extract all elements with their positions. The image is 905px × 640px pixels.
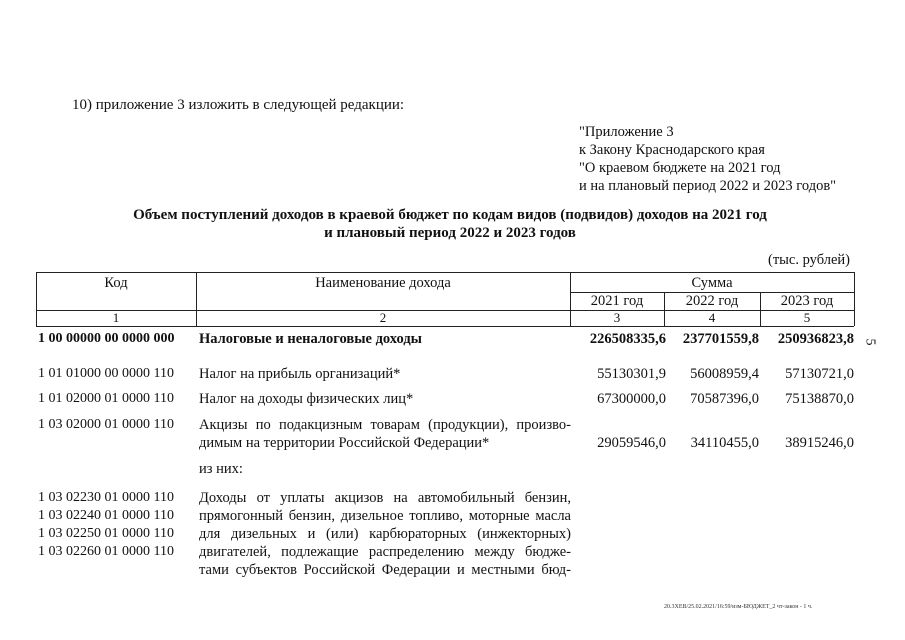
header-year-2022: 2022 год: [685, 293, 739, 309]
row-code: 1 03 02230 01 0000 110: [38, 490, 174, 505]
row-value-2021: 55130301,9: [597, 366, 666, 382]
table-number-row-bottom: [36, 326, 854, 327]
header-name: Наименование дохода: [315, 275, 451, 291]
header-year-2021: 2021 год: [590, 293, 644, 309]
row-code: 1 03 02250 01 0000 110: [38, 526, 174, 541]
row-value-2023: 57130721,0: [785, 366, 854, 382]
row-code: 1 00 00000 00 0000 000: [38, 331, 175, 346]
row-value-2021: 29059546,0: [597, 435, 666, 451]
document-title-line-2: и плановый период 2022 и 2023 годов: [324, 225, 576, 241]
row-value-2022: 56008959,4: [690, 366, 759, 382]
row-code: 1 03 02260 01 0000 110: [38, 544, 174, 559]
page-number: 5: [862, 338, 878, 346]
row-name-line: тами субъектов Российской Федерации и местными бюд-: [199, 562, 571, 578]
row-name-line: димым на территории Российской Федерации*: [199, 435, 490, 451]
document-title-line-1: Объем поступлений доходов в краевой бюджет по кодам видов (подвидов) доходов на 2021 год: [133, 207, 767, 223]
column-number: 2: [379, 310, 387, 325]
appendix-line: "Приложение 3: [579, 124, 674, 140]
row-name-line: Акцизы по подакцизным товарам (продукции), произво-: [199, 417, 571, 433]
row-value-2023: 38915246,0: [785, 435, 854, 451]
row-name-line: двигателей, подлежащие распределению между бюдже-: [199, 544, 571, 560]
header-code: Код: [104, 275, 128, 291]
row-name-line: для дизельных и (или) карбюраторных (инжекторных): [199, 526, 571, 542]
table-border-top: [36, 272, 854, 273]
units-label: (тыс. рублей): [768, 252, 850, 268]
appendix-line: к Закону Краснодарского края: [579, 142, 765, 158]
row-value-2022: 34110455,0: [690, 435, 759, 451]
column-number: 5: [803, 310, 811, 325]
appendix-line: "О краевом бюджете на 2021 год: [579, 160, 781, 176]
row-name: Налог на прибыль организаций*: [199, 366, 401, 382]
appendix-line: и на плановый период 2022 и 2023 годов": [579, 178, 837, 194]
row-code: 1 03 02240 01 0000 110: [38, 508, 174, 523]
row-value-2023: 75138870,0: [785, 391, 854, 407]
of-which-label: из них:: [199, 461, 243, 477]
column-number: 4: [708, 310, 716, 325]
row-name: Налоговые и неналоговые доходы: [199, 331, 422, 347]
row-name-line: прямогонный бензин, дизельное топливо, моторные масла: [199, 508, 571, 524]
row-name-line: Доходы от уплаты акцизов на автомобильный бензин,: [199, 490, 571, 506]
row-value-2021: 67300000,0: [597, 391, 666, 407]
row-name: Налог на доходы физических лиц*: [199, 391, 414, 407]
footer-file-info: 20.3ХЕВ/25.02.2021/16:59/изм-БЮДЖЕТ_2 чт-закон - 1 ч.: [664, 604, 813, 610]
row-code: 1 01 02000 01 0000 110: [38, 391, 174, 406]
column-number: 3: [613, 310, 621, 325]
row-code: 1 03 02000 01 0000 110: [38, 417, 174, 432]
table-border-right: [854, 272, 855, 326]
header-sum: Сумма: [691, 275, 733, 291]
row-value-2022: 237701559,8: [682, 331, 759, 347]
row-value-2022: 70587396,0: [690, 391, 759, 407]
row-value-2021: 226508335,6: [589, 331, 666, 347]
intro-text: 10) приложение 3 изложить в следующей редакции:: [72, 97, 405, 113]
row-code: 1 01 01000 00 0000 110: [38, 366, 174, 381]
header-year-2023: 2023 год: [780, 293, 834, 309]
appendix-reference: [579, 123, 836, 195]
row-value-2023: 250936823,8: [777, 331, 854, 347]
column-number: 1: [112, 310, 120, 325]
